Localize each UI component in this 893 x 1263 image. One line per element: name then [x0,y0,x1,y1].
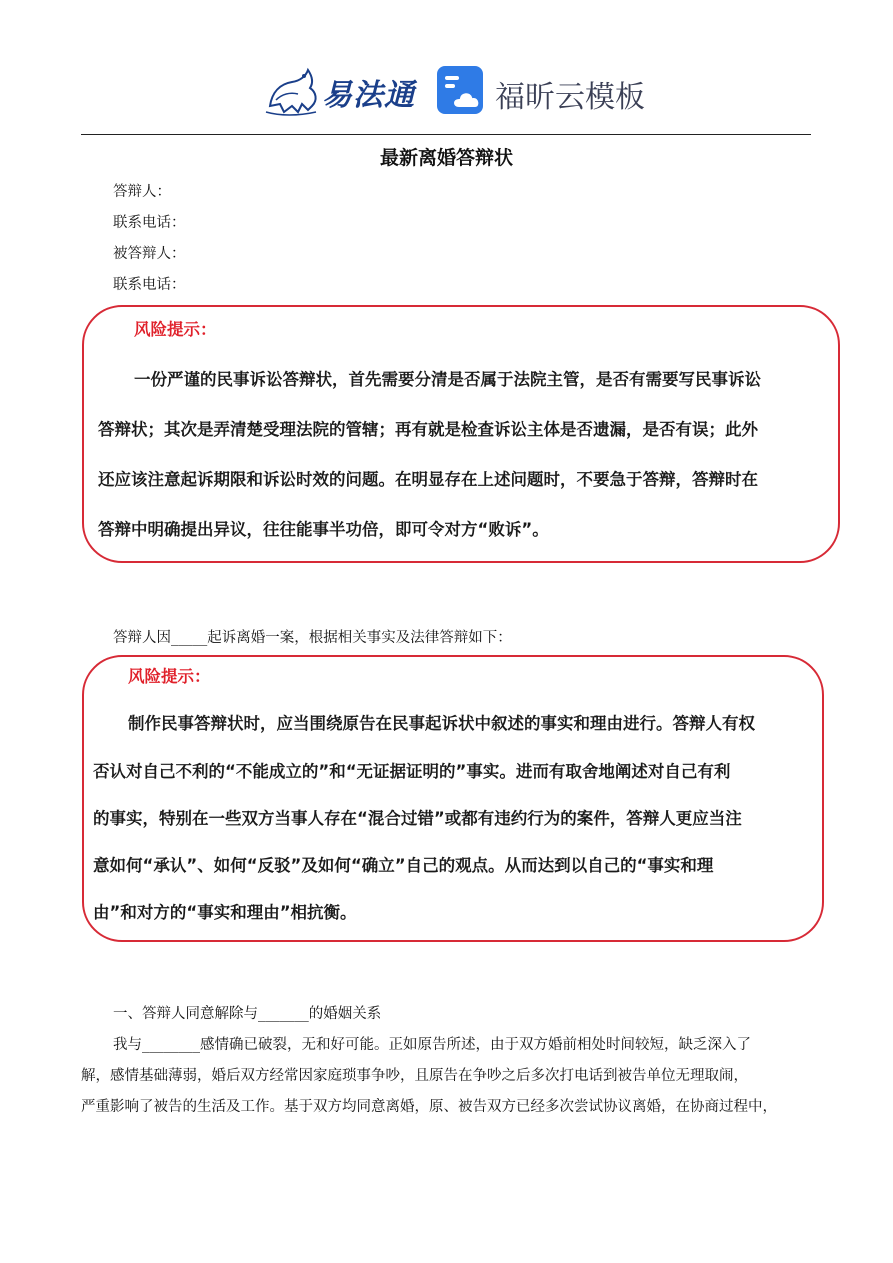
cloud-doc-icon [435,64,487,116]
risk-tip-2-line: 意如何“承认”、如何“反驳”及如何“确立”自己的观点。从而达到以自己的“事实和理 [93,856,714,875]
risk-tip-1-line: 一份严谨的民事诉讼答辩状，首先需要分清是否属于法院主管，是否有需要写民事诉讼 [134,370,761,389]
header-divider [81,134,811,135]
risk-tip-1-line: 答辩状；其次是弄清楚受理法院的管辖；再有就是检查诉讼主体是否遗漏，是否有误；此外 [98,420,758,439]
risk-tip-2-line: 的事实，特别在一些双方当事人存在“混合过错”或都有违约行为的案件，答辩人更应当注 [93,809,742,828]
logo1-text: 易法通 [322,78,415,113]
lion-emblem-icon [262,62,322,118]
risk-tip-title-2: 风险提示： [128,667,211,686]
plaintiff-phone-field: 联系电话： [113,277,186,293]
risk-tip-2-line: 由”和对方的“事实和理由”相抗衡。 [93,903,357,922]
logo2-text: 福昕云模板 [495,80,645,115]
defendant-field: 答辩人： [113,184,171,200]
risk-tip-1-line: 答辩中明确提出异议，往往能事半功倍，即可令对方“败诉”。 [98,520,549,539]
header [0,56,893,126]
risk-tip-2-line: 否认对自己不利的“不能成立的”和“无证据证明的”事实。进而有取舍地阐述对自己有利 [93,762,731,781]
body-line: 我与________感情确已破裂，无和好可能。正如原告所述，由于双方婚前相处时间较短，缺乏深入了 [113,1037,751,1053]
risk-tip-1-line: 还应该注意起诉期限和诉讼时效的问题。在明显存在上述问题时，不要急于答辩，答辩时在 [98,470,758,489]
yifatong-logo [262,62,415,118]
body-line: 解，感情基础薄弱，婚后双方经常因家庭琐事争吵，且原告在争吵之后多次打电话到被告单位无理取闹， [81,1068,748,1084]
intro-paragraph: 答辩人因_____起诉离婚一案，根据相关事实及法律答辩如下： [113,630,512,646]
document-title: 最新离婚答辩状 [379,147,513,169]
body-line: 严重影响了被告的生活及工作。基于双方均同意离婚，原、被告双方已经多次尝试协议离婚，在协商过程中， [81,1099,777,1115]
defendant-phone-field: 联系电话： [113,215,186,231]
plaintiff-field: 被答辩人： [113,246,186,262]
risk-tip-2-line: 制作民事答辩状时，应当围绕原告在民事起诉状中叙述的事实和理由进行。答辩人有权 [128,714,755,733]
risk-tip-title-1: 风险提示： [134,320,217,339]
section-heading: 一、答辩人同意解除与_______的婚姻关系 [113,1006,382,1022]
